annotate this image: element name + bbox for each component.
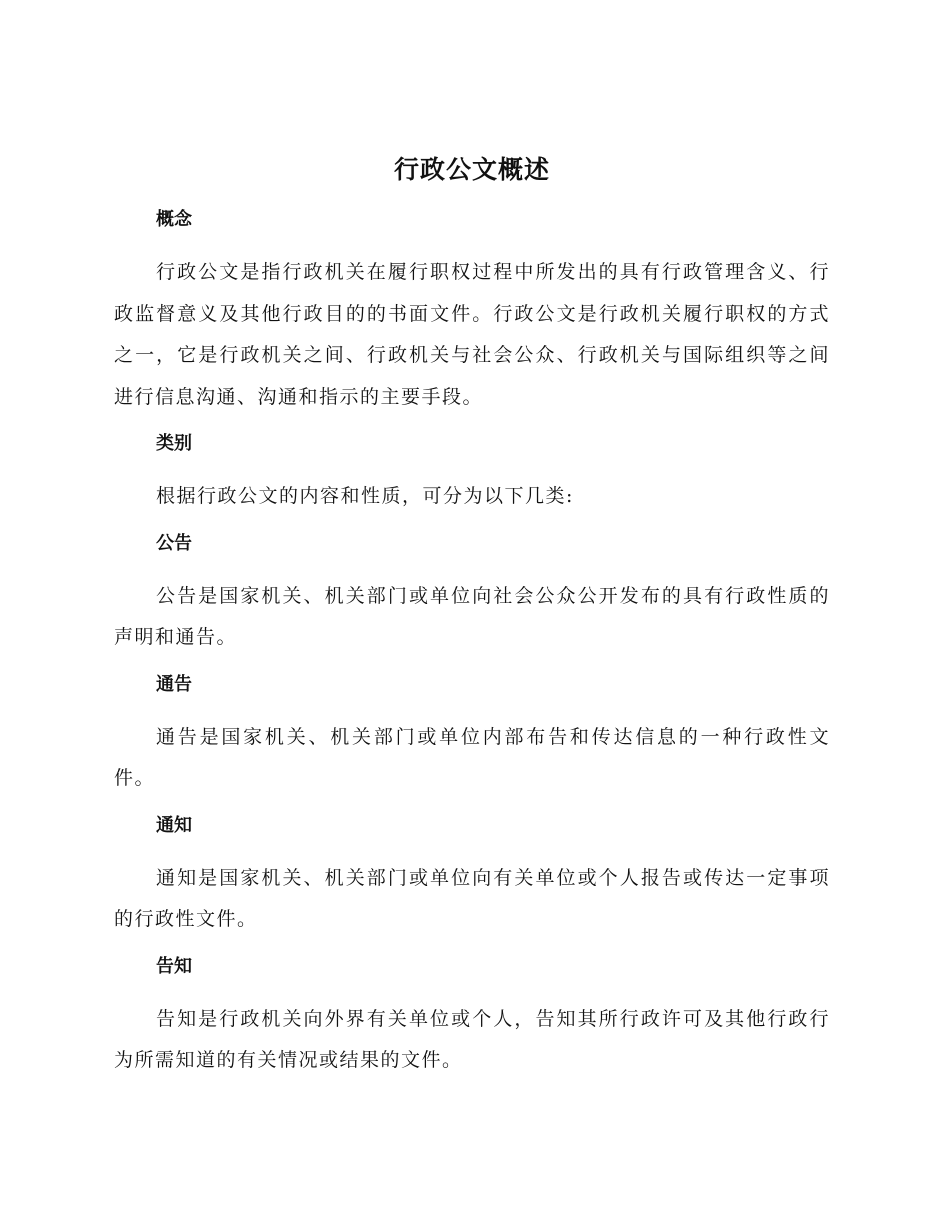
section-category — [114, 430, 830, 518]
section-heading: 通告 — [156, 673, 192, 695]
section-concept — [114, 206, 830, 418]
section-paragraph: 通告是国家机关、机关部门或单位内部布告和传达信息的一种行政性文件。 — [114, 725, 830, 789]
document-page — [114, 150, 830, 1094]
section-paragraph: 公告是国家机关、机关部门或单位向社会公众公开发布的具有行政性质的声明和通告。 — [114, 584, 830, 648]
section-paragraph: 告知是行政机关向外界有关单位或个人，告知其所行政许可及其他行政行为所需知道的有关情况或结果的文件。 — [114, 1007, 830, 1071]
section-heading: 告知 — [156, 955, 192, 977]
section-announcement — [114, 530, 830, 659]
section-paragraph: 行政公文是指行政机关在履行职权过程中所发出的具有行政管理含义、行政监督意义及其他行政目的的书面文件。行政公文是行政机关履行职权的方式之一，它是行政机关之间、行政机关与社会公众、行政机关与国际组织等之间进行信息沟通、沟通和指示的主要手段。 — [114, 261, 830, 408]
section-paragraph: 通知是国家机关、机关部门或单位向有关单位或个人报告或传达一定事项的行政性文件。 — [114, 866, 830, 930]
section-notice — [114, 812, 830, 941]
section-heading: 通知 — [156, 814, 192, 836]
section-heading: 概念 — [156, 209, 192, 230]
section-circular — [114, 671, 830, 800]
section-heading: 类别 — [156, 433, 192, 454]
document-title: 行政公文概述 — [393, 155, 550, 184]
section-paragraph: 根据行政公文的内容和性质，可分为以下几类: — [156, 485, 574, 507]
section-heading: 公告 — [156, 532, 192, 554]
section-notification — [114, 953, 830, 1082]
